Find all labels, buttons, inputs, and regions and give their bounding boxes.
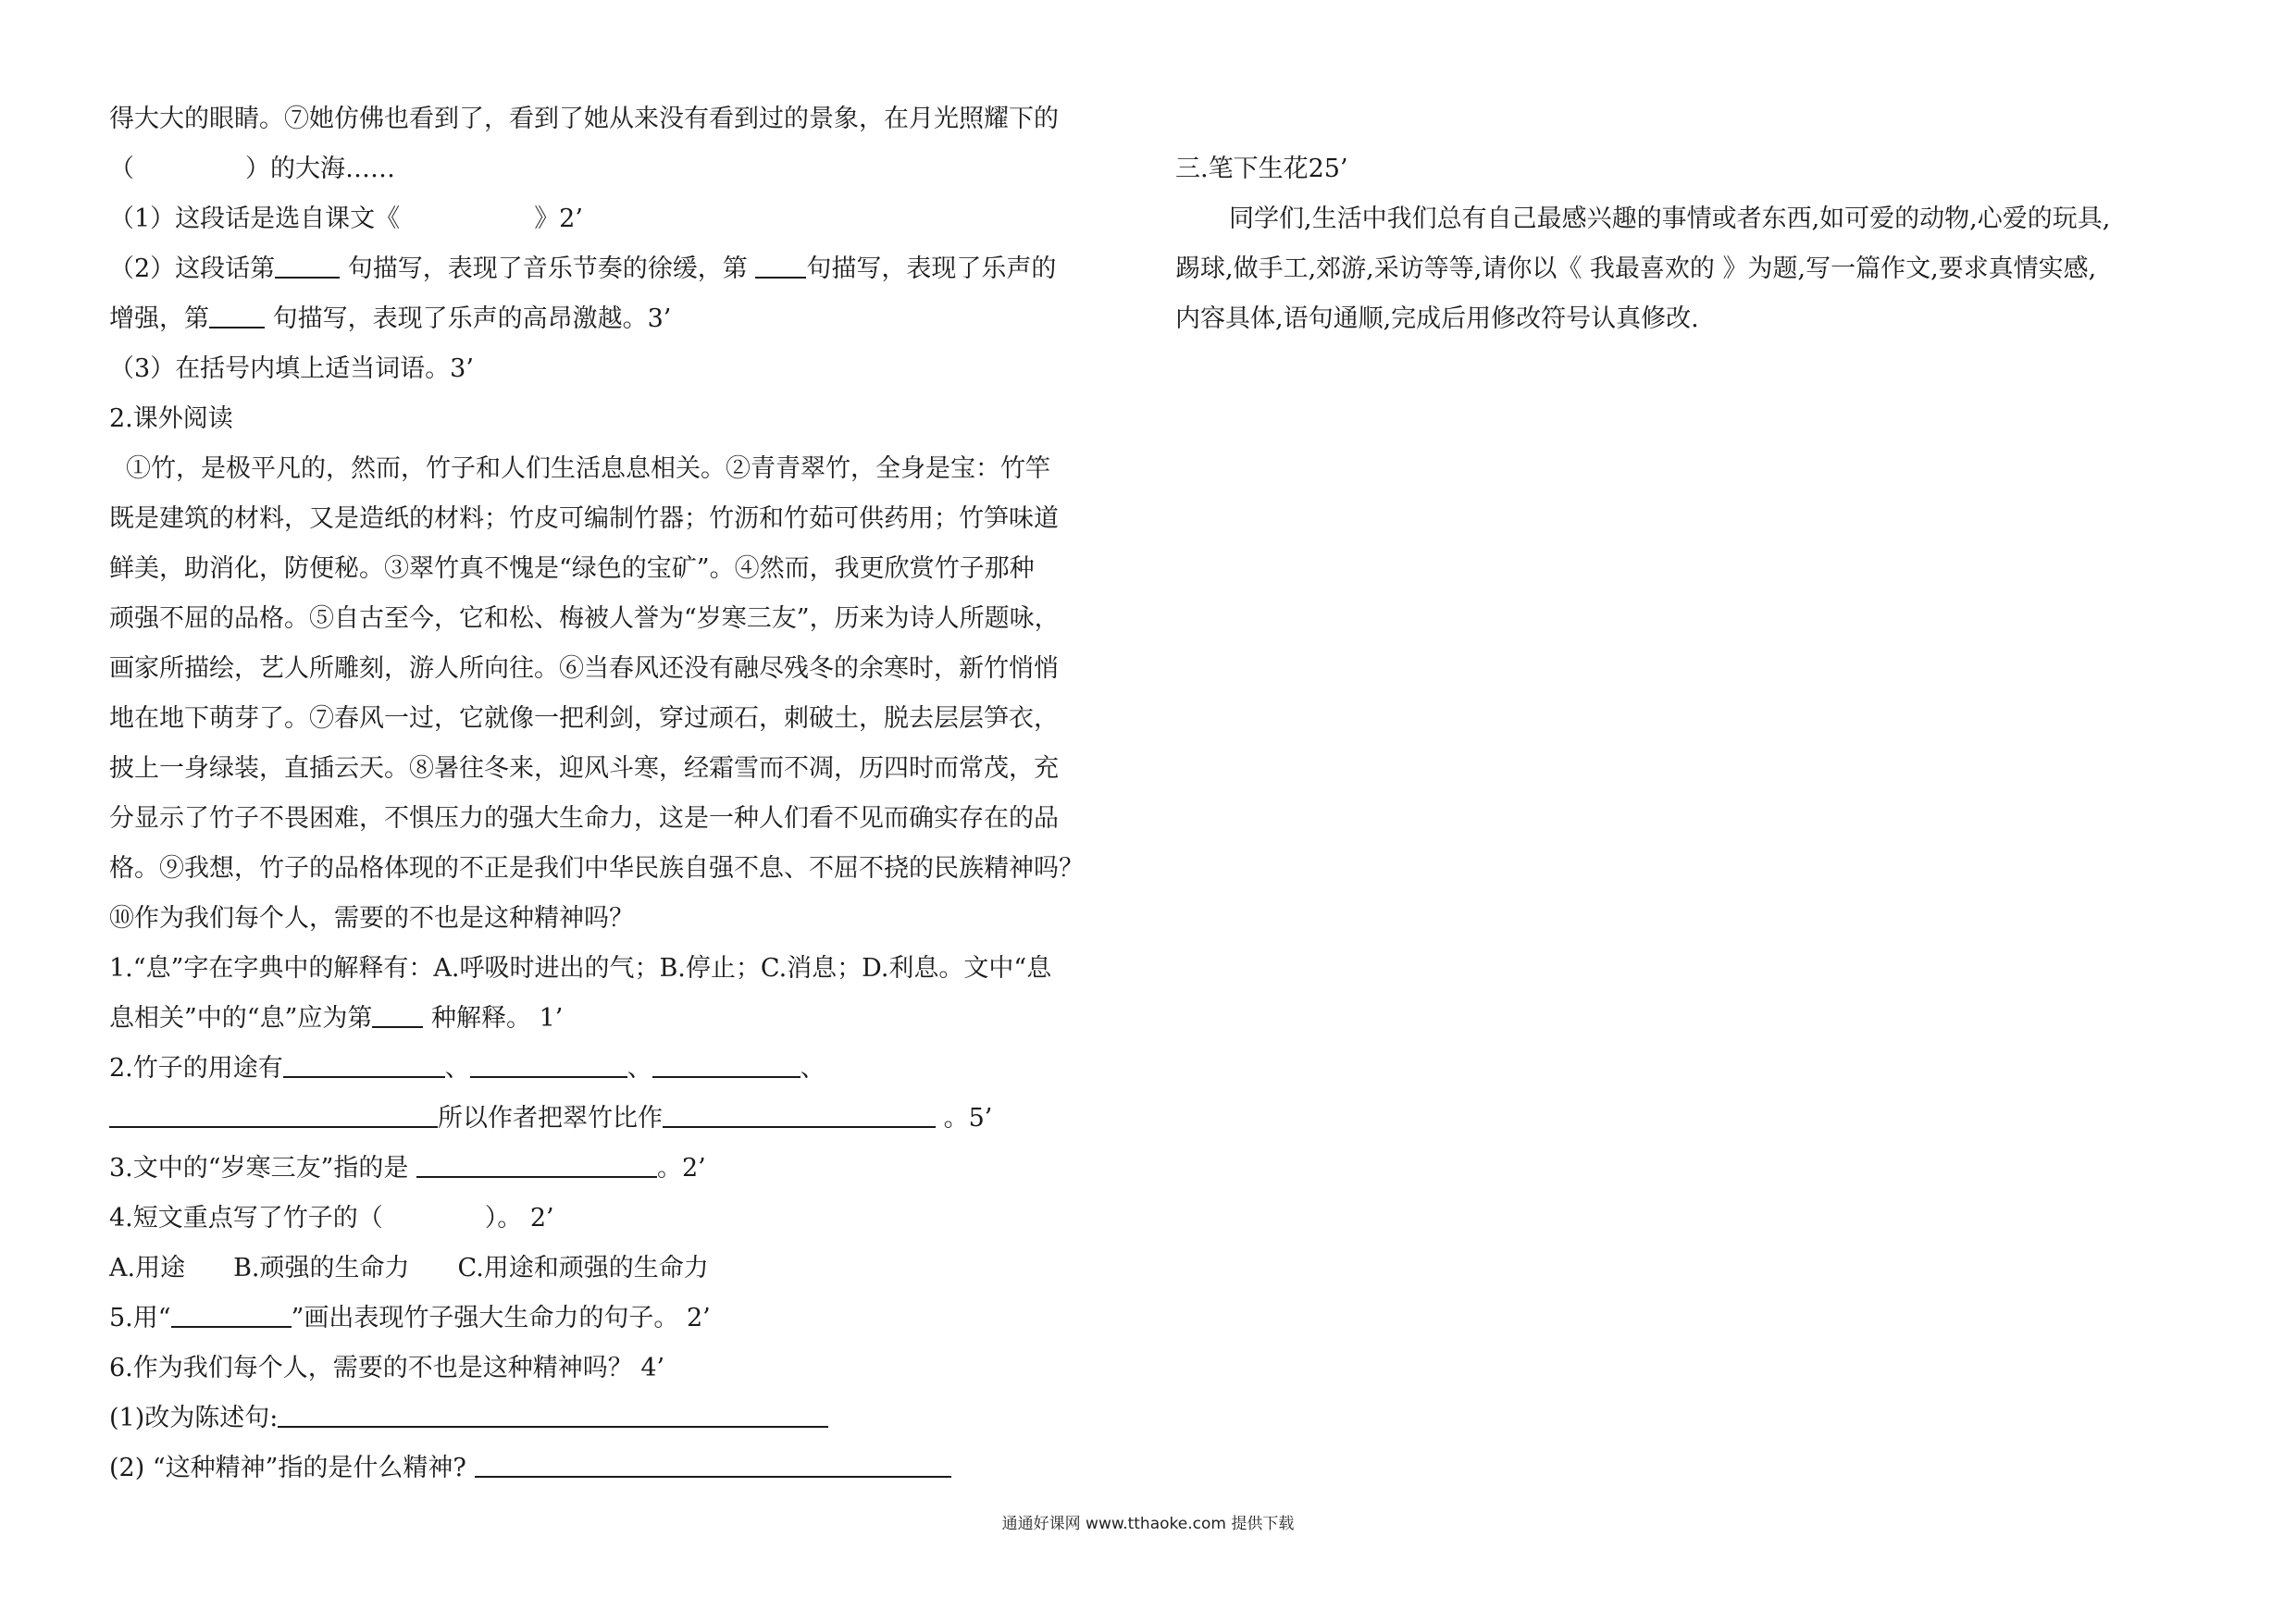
exercise-6-part-2: (2) “这种精神”指的是什么精神? [109, 1443, 1155, 1493]
prompt-line: 踢球,做手工,郊游,采访等等,请你以《 我最喜欢的 》为题,写一篇作文,要求真情实感, [1175, 254, 2097, 283]
exercise-3: 3.文中的“岁寒三友”指的是 。2’ [109, 1144, 1155, 1194]
answer-blank[interactable] [275, 249, 340, 279]
answer-blank[interactable] [416, 1148, 657, 1178]
passage-line: 格。⑨我想，竹子的品格体现的不正是我们中华民族自强不息、不屈不挠的民族精神吗？ [109, 854, 1084, 883]
exercise-6: 6.作为我们每个人，需要的不也是这种精神吗？ 4’ [109, 1354, 665, 1382]
exercise-2: 2.竹子的用途有 、 、 、 [109, 1044, 1155, 1094]
passage-line: 分显示了竹子不畏困难，不惧压力的强大生命力，这是一种人们看不见而确实存在的品 [109, 804, 1059, 833]
passage-line: ⑩作为我们每个人，需要的不也是这种精神吗？ [109, 904, 634, 933]
passage-line: 地在地下萌芽了。⑦春风一过，它就像一把利剑，穿过顽石，刺破土，脱去层层笋衣， [109, 704, 1059, 733]
exercise-5: 5.用“ ”画出表现竹子强大生命力的句子。 2’ [109, 1294, 1155, 1344]
question-2: （2）这段话第 句描写，表现了音乐节奏的徐缓，第 句描写，表现了乐声的 [109, 244, 1155, 294]
answer-blank[interactable] [283, 1048, 445, 1078]
option-a: A.用途 [109, 1254, 186, 1282]
question-1: （1）这段话是选自课文《 》2’ [109, 204, 583, 233]
footer-credit: 通通好课网 www.tthaoke.com 提供下载 [1001, 1515, 1295, 1533]
right-column [1175, 144, 2230, 344]
passage-line: 画家所描绘，艺人所雕刻，游人所向往。⑥当春风还没有融尽残冬的余寒时，新竹悄悄 [109, 654, 1059, 683]
exercise-6-part-1: (1)改为陈述句: [109, 1394, 1155, 1443]
answer-blank[interactable] [372, 998, 423, 1028]
option-c: C.用途和顽强的生命力 [457, 1254, 709, 1282]
passage-line: （ ）的大海…… [109, 155, 395, 183]
passage-line: ①竹，是极平凡的，然而，竹子和人们生活息息相关。②青青翠竹，全身是宝：竹竿 [126, 454, 1050, 483]
answer-blank[interactable] [652, 1048, 800, 1078]
option-b: B.顽强的生命力 [233, 1254, 410, 1282]
section-heading: 三.笔下生花25’ [1175, 155, 1348, 183]
passage-line: 鲜美，助消化，防便秘。③翠竹真不愧是“绿色的宝矿”。④然而，我更欣赏竹子那种 [109, 554, 1035, 583]
answer-blank[interactable] [475, 1448, 951, 1478]
exercise-4: 4.短文重点写了竹子的（ ）。 2’ [109, 1204, 554, 1233]
exercise-4-options [109, 1244, 1155, 1294]
answer-blank[interactable] [209, 299, 265, 328]
passage-line: 顽强不屈的品格。⑤自古至今，它和松、梅被人誉为“岁寒三友”，历来为诗人所题咏， [109, 604, 1060, 633]
question-3: （3）在括号内填上适当词语。3’ [109, 354, 474, 383]
answer-blank[interactable] [755, 249, 806, 279]
question-2-cont: 增强，第 句描写，表现了乐声的高昂激越。3’ [109, 294, 1155, 344]
passage-line: 既是建筑的材料，又是造纸的材料；竹皮可编制竹器；竹沥和竹茹可供药用；竹笋味道 [109, 504, 1059, 533]
exercise-1: 1.“息”字在字典中的解释有：A.呼吸时进出的气；B.停止；C.消息；D.利息。文中“息 [109, 954, 1052, 983]
prompt-line: 同学们,生活中我们总有自己最感兴趣的事情或者东西,如可爱的动物,心爱的玩具, [1229, 204, 2111, 233]
section-heading: 2.课外阅读 [109, 404, 233, 433]
answer-blank[interactable] [171, 1298, 292, 1328]
answer-blank[interactable] [470, 1048, 627, 1078]
exercise-2-cont: 所以作者把翠竹比作 。5’ [109, 1094, 1155, 1144]
left-column [109, 94, 1155, 1493]
answer-blank[interactable] [663, 1098, 936, 1128]
passage-line: 披上一身绿装，直插云天。⑧暑往冬来，迎风斗寒，经霜雪而不凋，历四时而常茂，充 [109, 754, 1059, 783]
answer-blank[interactable] [109, 1098, 438, 1128]
prompt-line: 内容具体,语句通顺,完成后用修改符号认真修改. [1175, 304, 1699, 333]
answer-blank[interactable] [278, 1398, 828, 1428]
passage-line: 得大大的眼睛。⑦她仿佛也看到了，看到了她从来没有看到过的景象，在月光照耀下的 [109, 105, 1059, 133]
exercise-1-cont: 息相关”中的“息”应为第 种解释。 1’ [109, 994, 1155, 1044]
